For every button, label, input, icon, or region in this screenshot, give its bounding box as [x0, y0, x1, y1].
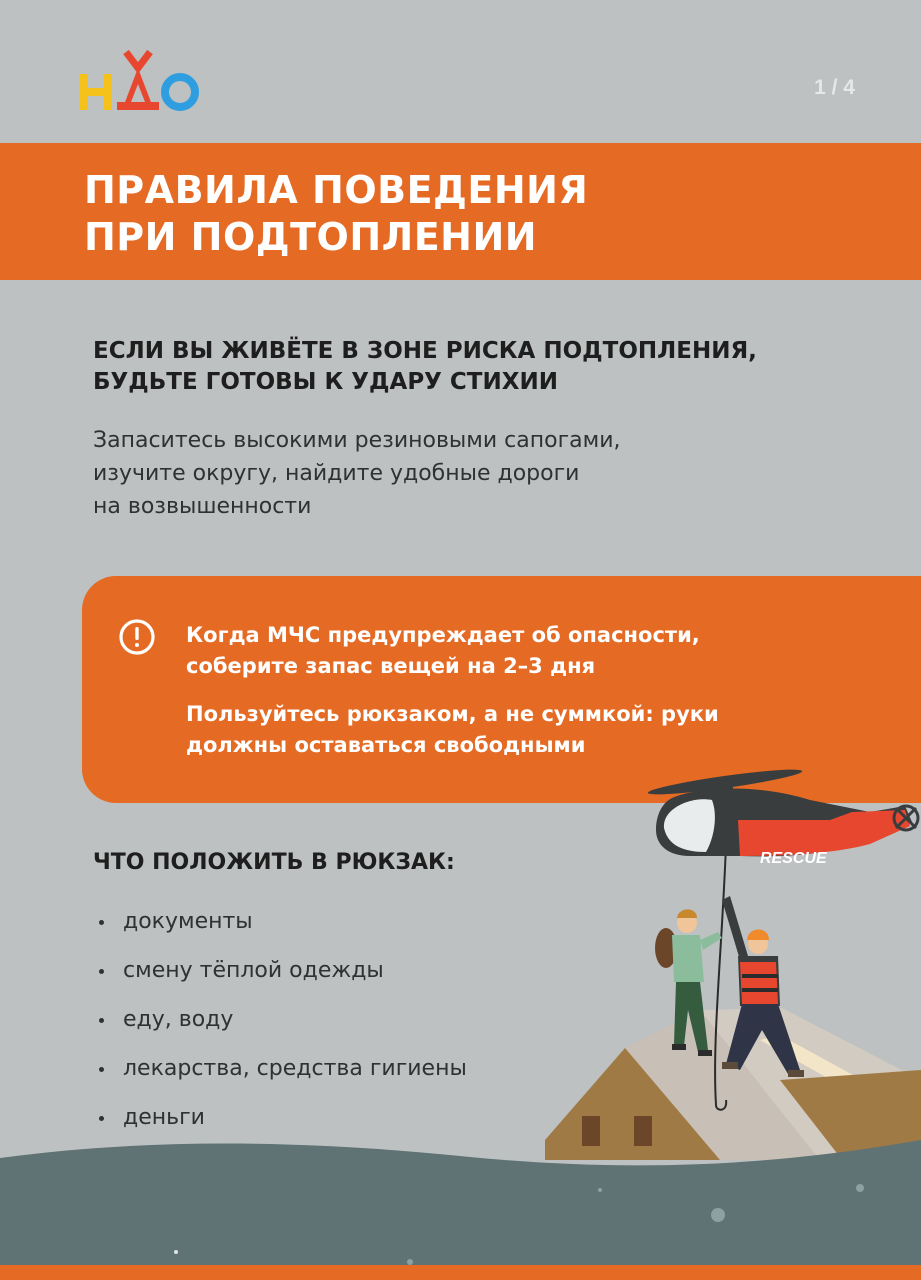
intro-line: изучите округу, найдите удобные дороги [93, 461, 580, 486]
alert-line: соберите запас вещей на 2–3 дня [186, 654, 596, 678]
list-item-text: еду, воду [123, 1007, 234, 1032]
list-item-text: смену тёплой одежды [123, 958, 384, 983]
alert-line: Пользуйтесь рюкзаком, а не суммкой: руки [186, 702, 719, 726]
title-line: ПРИ ПОДТОПЛЕНИИ [84, 215, 538, 259]
subheading-line: ЕСЛИ ВЫ ЖИВЁТЕ В ЗОНЕ РИСКА ПОДТОПЛЕНИЯ, [93, 338, 757, 364]
list-item-text: лекарства, средства гигиены [123, 1056, 467, 1081]
helicopter-label: RESCUE [760, 850, 827, 867]
list-item-text: документы [123, 909, 253, 934]
backpack-heading: ЧТО ПОЛОЖИТЬ В РЮКЗАК: [93, 850, 455, 875]
backpack-list [93, 902, 467, 1147]
flood-water [0, 1140, 921, 1280]
bullet [99, 1018, 104, 1023]
list-item [93, 1098, 467, 1147]
list-item [93, 951, 467, 1000]
house [545, 1008, 921, 1170]
page-number: 1 / 4 [814, 76, 855, 99]
subheading-line: БУДЬТЕ ГОТОВЫ К УДАРУ СТИХИИ [93, 369, 558, 395]
alert-line: Когда МЧС предупреждает об опасности, [186, 623, 700, 647]
intro-line: на возвышенности [93, 494, 312, 519]
alert-line: должны оставаться свободными [186, 733, 586, 757]
footer-strip [0, 1265, 921, 1280]
list-item [93, 1049, 467, 1098]
title-line: ПРАВИЛА ПОВЕДЕНИЯ [84, 168, 589, 212]
bullet [99, 920, 104, 925]
list-item [93, 902, 467, 951]
bullet [99, 1067, 104, 1072]
list-item-text: деньги [123, 1105, 205, 1130]
rescue-helicopter [647, 765, 918, 867]
intro-line: Запаситесь высокими резиновыми сапогами, [93, 428, 621, 453]
bullet [99, 969, 104, 974]
bullet [99, 1116, 104, 1121]
list-item [93, 1000, 467, 1049]
